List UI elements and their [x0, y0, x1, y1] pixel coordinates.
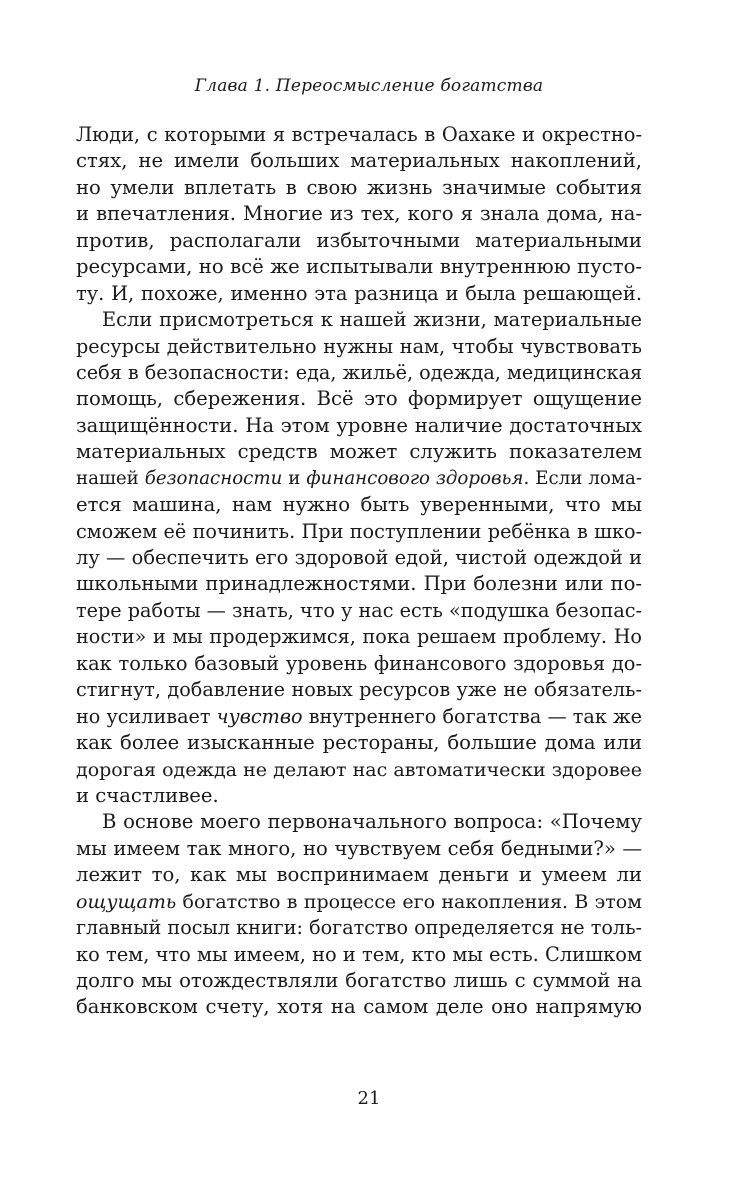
emphasis-text: безопасности	[144, 467, 283, 489]
text-line: Если присмотреться к нашей жизни, материальные	[102, 308, 642, 332]
text-line: ется машина, нам нужно быть уверенными, что мы	[76, 493, 642, 517]
text-line: ко тем, что мы имеем, но и тем, кто мы есть. Слишком	[76, 942, 642, 966]
text-line: как только базовый уровень финансового здоровья до-	[76, 651, 642, 675]
text-line: стях, не имели больших материальных накоплений,	[76, 149, 642, 173]
text-line: себя в безопасности: еда, жильё, одежда, медицинская	[76, 360, 643, 384]
text-line: ту. И, похоже, именно эта разница и была решающей.	[76, 281, 642, 305]
text-line: В основе моего первоначального вопроса: «Почему	[102, 810, 642, 834]
text-line: лу — обеспечить его здоровой едой, чистой одеждой и	[76, 546, 642, 569]
text-line: долго мы отождествляли богатство лишь с суммой на	[76, 969, 642, 992]
text-line: против, располагали избыточными материальными	[76, 228, 642, 252]
text-line: лежит то, как мы воспринимаем деньги и умеем ли	[76, 863, 642, 887]
text-line: защищённости. На этом уровне наличие достаточных	[76, 413, 642, 437]
text-line: и впечатления. Многие из тех, кого я знала дома, на-	[76, 202, 642, 226]
text-line: ресурсами, но всё же испытывали внутреннюю пусто-	[76, 255, 642, 279]
running-head: Глава 1. Переосмысление богатства	[194, 76, 544, 96]
emphasis-text: ощущать	[76, 890, 177, 913]
text-line: ресурсы действительно нужны нам, чтобы чувствовать	[76, 334, 642, 358]
text-line: школьными принадлежностями. При болезни или по-	[76, 572, 642, 596]
text-line: сможем её починить. При поступлении ребёнка в шко-	[76, 519, 642, 543]
text-line: стигнут, добавление новых ресурсов уже не обязатель-	[76, 678, 642, 702]
emphasis-text: финансового здоровья	[306, 467, 524, 489]
text-line: Люди, с которыми я встречалась в Оахаке и окрестно-	[76, 123, 642, 146]
text-line: и счастливее.	[76, 783, 219, 807]
text-line: дорогая одежда не делают нас автоматически здоровее	[76, 758, 642, 781]
text-line: помощь, сбережения. Всё это формирует ощущение	[76, 387, 642, 411]
text-line: как более изысканные рестораны, большие дома или	[76, 731, 642, 755]
text-line: материальных средств может служить показателем	[76, 440, 642, 464]
text-line: ности» и мы продержимся, пока решаем проблему. Но	[76, 625, 642, 649]
text-line: главный посыл книги: богатство определяется не толь-	[76, 916, 642, 940]
text-line: тере работы — знать, что у нас есть «подушка безопас-	[76, 598, 642, 622]
page-number: 21	[357, 1088, 381, 1109]
text-line: нашей безопасности и финансового здоровья. Если лома-	[76, 467, 643, 489]
text-line: но умели вплетать в свою жизнь значимые события	[76, 175, 642, 199]
text-line: ощущать богатство в процессе его накопления. В этом	[76, 890, 642, 913]
body-text	[76, 122, 642, 1021]
text-line: банковском счету, хотя на самом деле оно напрямую	[76, 995, 642, 1019]
text-line: но усиливает чувство внутреннего богатства — так же	[76, 704, 642, 728]
emphasis-text: чувство	[216, 704, 303, 728]
text-line: мы имеем так много, но чувствуем себя бедными?» —	[76, 836, 642, 860]
